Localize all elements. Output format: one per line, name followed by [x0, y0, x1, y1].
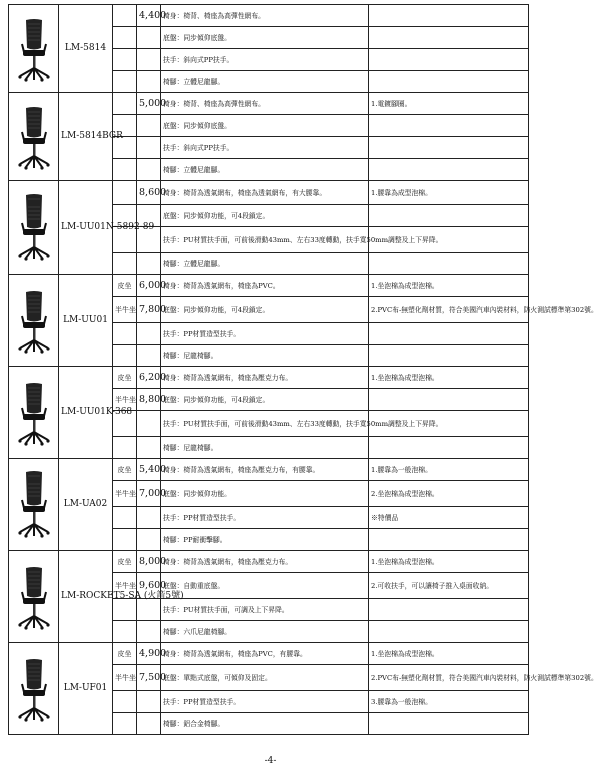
spec-line: 底盤：同步傾仰功能。 [161, 481, 369, 507]
spec-line: 椅腳：立體尼龍腳。 [161, 253, 369, 275]
seat-grade: 皮坐 [113, 643, 137, 665]
catalog-sheet [8, 4, 598, 735]
product-row [9, 93, 529, 115]
note-line [369, 437, 529, 459]
spec-line: 椅腳：六爪尼龍椅腳。 [161, 621, 369, 643]
price: 8,600 [137, 181, 161, 205]
note-line [369, 5, 529, 27]
note-line [369, 159, 529, 181]
seat-grade: 皮坐 [113, 367, 137, 389]
price: 4,900 [137, 643, 161, 665]
price [137, 411, 161, 437]
spec-line: 底盤：同步傾仰功能，可4段鎖定。 [161, 205, 369, 227]
price [137, 529, 161, 551]
note-line: 2.PVC布-無塑化劑材質，符合美國汽車內裝材料，防火測試標準第302號。 [369, 665, 529, 691]
price: 8,000 [137, 551, 161, 573]
spec-line: 椅腳：PP耐衝擊腳。 [161, 529, 369, 551]
seat-grade [113, 27, 137, 49]
seat-grade [113, 529, 137, 551]
spec-line: 椅身：椅背、椅座為高彈性網布。 [161, 93, 369, 115]
seat-grade: 皮坐 [113, 459, 137, 481]
price [137, 71, 161, 93]
model-number: LM-UF01 [59, 643, 113, 735]
product-row [9, 459, 529, 481]
seat-grade [113, 691, 137, 713]
price: 7,000 [137, 481, 161, 507]
price [137, 599, 161, 621]
seat-grade [113, 323, 137, 345]
note-line [369, 71, 529, 93]
spec-line: 椅腳：尼龍椅腳。 [161, 437, 369, 459]
model-number: LM-5814BGR [59, 93, 113, 181]
chair-photo [9, 275, 59, 367]
spec-line: 扶手：PP材質造型扶手。 [161, 691, 369, 713]
note-line [369, 389, 529, 411]
seat-grade [113, 507, 137, 529]
price: 5,400 [137, 459, 161, 481]
note-line [369, 137, 529, 159]
note-line [369, 713, 529, 735]
spec-line: 底盤：自動重底盤。 [161, 573, 369, 599]
spec-line: 椅身：椅背為透氣網布，椅座為壓克力布。 [161, 367, 369, 389]
price: 8,800 [137, 389, 161, 411]
seat-grade [113, 713, 137, 735]
chair-photo [9, 5, 59, 93]
model-number: LM-UU01 [59, 275, 113, 367]
note-line [369, 345, 529, 367]
seat-grade: 半牛坐 [113, 297, 137, 323]
note-line: 1.電鍍腳圈。 [369, 93, 529, 115]
note-line [369, 529, 529, 551]
price [137, 345, 161, 367]
note-line: 1.坐泡棉為成型泡棉。 [369, 643, 529, 665]
seat-grade: 皮坐 [113, 275, 137, 297]
spec-line: 底盤：同步傾仰功能，可4段鎖定。 [161, 389, 369, 411]
model-number: LM-5814 [59, 5, 113, 93]
spec-line: 底盤：同步傾仰底盤。 [161, 115, 369, 137]
spec-line: 底盤：單點式底盤，可傾仰及固定。 [161, 665, 369, 691]
product-table [8, 4, 598, 735]
spec-line: 椅身：椅背為透氣網布，椅座為壓克力布，有腰靠。 [161, 459, 369, 481]
seat-grade: 皮坐 [113, 551, 137, 573]
note-line [369, 49, 529, 71]
note-line: ※特價品 [369, 507, 529, 529]
note-line: 1.腰靠為一般泡棉。 [369, 459, 529, 481]
spec-line: 椅腳：立體尼龍腳。 [161, 159, 369, 181]
model-number: LM-UA02 [59, 459, 113, 551]
product-row [9, 275, 529, 297]
note-line: 2.PVC布-無塑化劑材質，符合美國汽車內裝材料，防火測試標準第302號。 [369, 297, 529, 323]
price [137, 27, 161, 49]
spec-line: 椅腳：鋁合金椅腳。 [161, 713, 369, 735]
price [137, 691, 161, 713]
seat-grade [113, 159, 137, 181]
chair-photo [9, 93, 59, 181]
note-line [369, 27, 529, 49]
seat-grade [113, 5, 137, 27]
price [137, 137, 161, 159]
note-line: 2.坐泡棉為成型泡棉。 [369, 481, 529, 507]
product-row [9, 5, 529, 27]
seat-grade [113, 253, 137, 275]
spec-line: 椅身：椅背、椅座為高彈性網布。 [161, 5, 369, 27]
note-line [369, 115, 529, 137]
seat-grade: 半牛坐 [113, 389, 137, 411]
spec-line: 椅身：椅背為透氣網布，椅座為透氣網布，有大腰靠。 [161, 181, 369, 205]
note-line: 2.可收扶手，可以讓椅子推入桌面收納。 [369, 573, 529, 599]
price [137, 159, 161, 181]
seat-grade [113, 345, 137, 367]
price: 9,600 [137, 573, 161, 599]
spec-line: 扶手：PU材質扶手面，可調及上下昇降。 [161, 599, 369, 621]
seat-grade [113, 181, 137, 205]
note-line [369, 599, 529, 621]
spec-line: 椅腳：立體尼龍腳。 [161, 71, 369, 93]
spec-line: 扶手：斜向式PP扶手。 [161, 137, 369, 159]
spec-line: 椅身：椅背為透氣網布，椅座為壓克力布。 [161, 551, 369, 573]
note-line: 1.坐泡棉為成型泡棉。 [369, 367, 529, 389]
note-line [369, 621, 529, 643]
price [137, 323, 161, 345]
seat-grade [113, 437, 137, 459]
chair-photo [9, 181, 59, 275]
spec-line: 扶手：PU材質扶手面，可前後滑動43mm、左右33度轉動，扶手寬50mm調整及上下昇降。 [161, 411, 369, 437]
spec-line: 扶手：PP材質造型扶手。 [161, 323, 369, 345]
product-row [9, 643, 529, 665]
note-line: 1.坐泡棉為成型泡棉。 [369, 551, 529, 573]
model-number: LM-UU01K-368 [59, 367, 113, 459]
seat-grade [113, 621, 137, 643]
price: 7,800 [137, 297, 161, 323]
price [137, 621, 161, 643]
spec-line: 扶手：PP材質造型扶手。 [161, 507, 369, 529]
spec-line: 椅身：椅背為透氣網布，椅座為PVC，有腰靠。 [161, 643, 369, 665]
model-number: LM-ROCKET5-SA (火箭5號) [59, 551, 113, 643]
chair-photo [9, 459, 59, 551]
seat-grade: 半牛坐 [113, 665, 137, 691]
seat-grade [113, 599, 137, 621]
spec-line: 椅腳：尼龍椅腳。 [161, 345, 369, 367]
seat-grade [113, 93, 137, 115]
price: 5,000 [137, 93, 161, 115]
spec-line: 底盤：同步傾仰底盤。 [161, 27, 369, 49]
price: 6,000 [137, 275, 161, 297]
spec-line: 扶手：斜向式PP扶手。 [161, 49, 369, 71]
price [137, 507, 161, 529]
note-line: 1.坐泡棉為成型泡棉。 [369, 275, 529, 297]
note-line [369, 205, 529, 227]
spec-line: 底盤：同步傾仰功能，可4段鎖定。 [161, 297, 369, 323]
note-line [369, 323, 529, 345]
seat-grade: 半牛坐 [113, 573, 137, 599]
price [137, 437, 161, 459]
note-line [369, 253, 529, 275]
product-row [9, 367, 529, 389]
seat-grade: 半牛坐 [113, 481, 137, 507]
spec-line: 椅身：椅背為透氣網布，椅座為PVC。 [161, 275, 369, 297]
product-row [9, 551, 529, 573]
price [137, 713, 161, 735]
price [137, 49, 161, 71]
seat-grade [113, 49, 137, 71]
spec-line: 扶手：PU材質扶手面，可前後滑動43mm、左右33度轉動，扶手寬50mm調整及上下昇降。 [161, 227, 369, 253]
note-line: 3.腰靠為一般泡棉。 [369, 691, 529, 713]
price [137, 253, 161, 275]
model-number: LM-UU01N-5892-89 [59, 181, 113, 275]
price: 7,500 [137, 665, 161, 691]
note-line: 1.腰靠為成型泡棉。 [369, 181, 529, 205]
product-row [9, 181, 529, 205]
chair-photo [9, 367, 59, 459]
chair-photo [9, 551, 59, 643]
price [137, 115, 161, 137]
chair-photo [9, 643, 59, 735]
price: 6,200 [137, 367, 161, 389]
price: 4,400 [137, 5, 161, 27]
page-number: -4- [264, 756, 277, 766]
seat-grade [113, 71, 137, 93]
